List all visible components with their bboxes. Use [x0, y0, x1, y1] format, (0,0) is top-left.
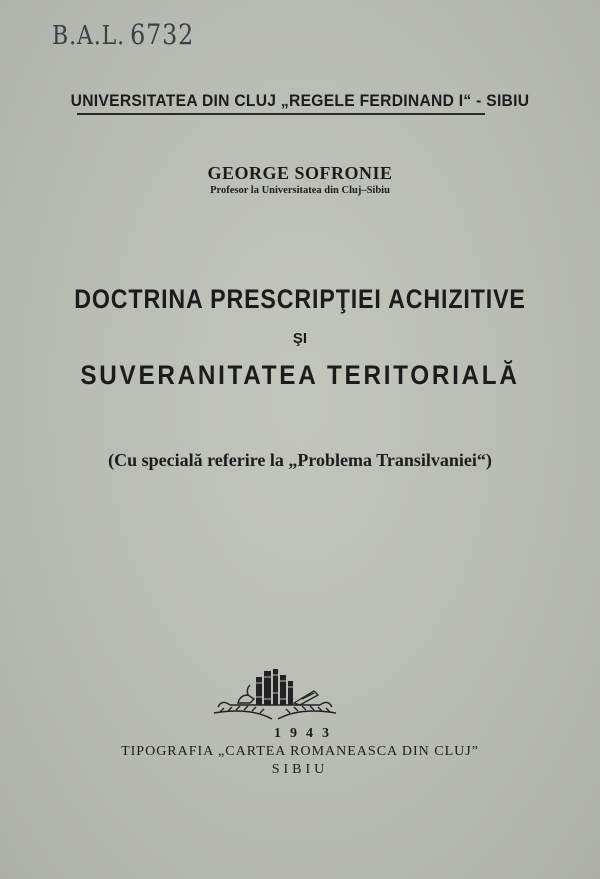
- author-title: Profesor la Universitatea din Cluj–Sibiu: [210, 185, 390, 196]
- stamp-number: 6732: [130, 18, 195, 51]
- author-name: GEORGE SOFRONIE: [207, 163, 393, 183]
- library-stamp: [52, 18, 194, 51]
- publication-city: SIBIU: [271, 762, 329, 777]
- title-conjunction: ŞI: [292, 330, 308, 347]
- stamp-label: B.A.L.: [52, 21, 126, 51]
- title-line-2: SUVERANITATEA TERITORIALĂ: [80, 360, 520, 390]
- title-line-1: DOCTRINA PRESCRIPŢIEI ACHIZITIVE: [74, 284, 526, 314]
- books-emblem-icon: [210, 663, 340, 725]
- university-heading: UNIVERSITATEA DIN CLUJ „REGELE FERDINAND I“ - SIBIU: [70, 91, 530, 110]
- subtitle: (Cu specială referire la „Problema Transilvaniei“): [108, 450, 492, 470]
- heading-rule: [77, 113, 485, 115]
- publication-year: 1943: [274, 726, 338, 741]
- printer-name: TIPOGRAFIA „CARTEA ROMANEASCA DIN CLUJ”: [121, 744, 479, 759]
